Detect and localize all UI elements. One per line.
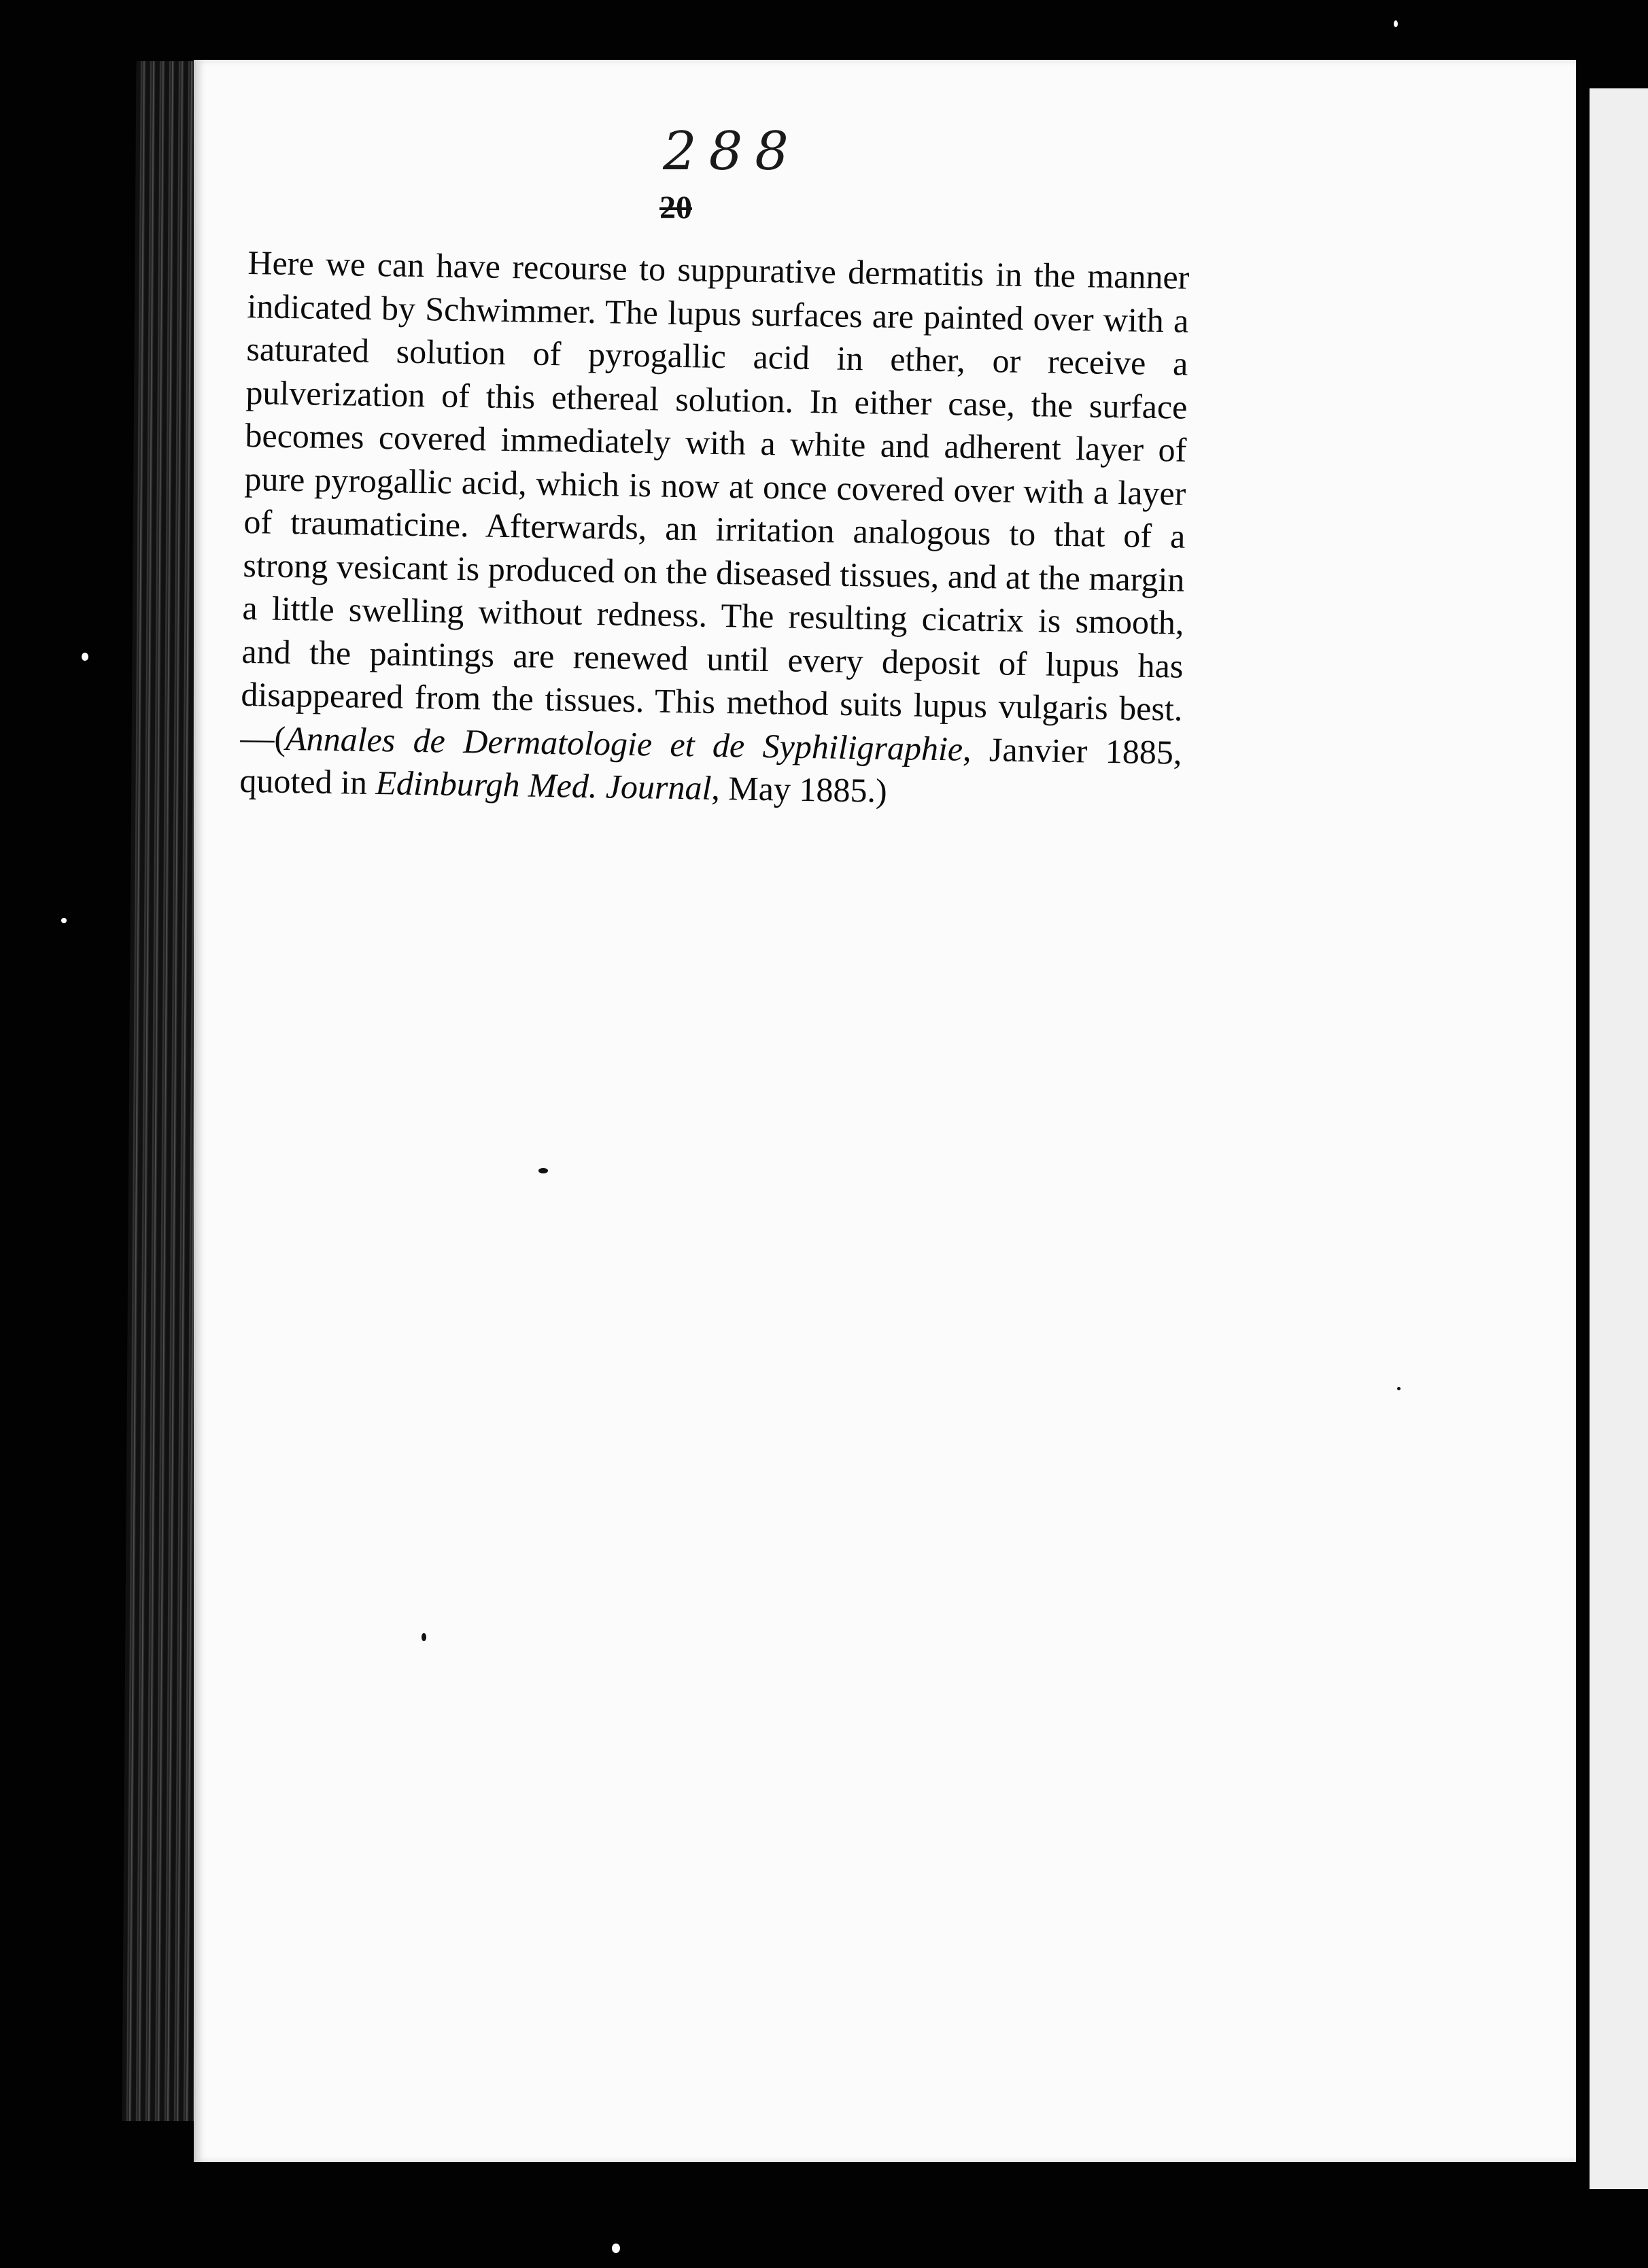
facing-page-edge bbox=[1590, 88, 1648, 2189]
paragraph-text: , May 1885.) bbox=[710, 768, 888, 810]
scan-speck bbox=[82, 653, 88, 661]
handwritten-page-number: 288 bbox=[663, 121, 801, 182]
citation-journal-title: Annales de Dermatologie et de Syphiligraphie bbox=[285, 719, 963, 768]
citation-journal-title: Edinburgh Med. Journal bbox=[375, 763, 712, 807]
scan-speck bbox=[422, 1633, 426, 1641]
scan-speck bbox=[61, 918, 67, 923]
scan-speck bbox=[612, 2244, 620, 2253]
paragraph-text: , Janvier 1885, quoted in bbox=[239, 729, 1182, 802]
scan-speck bbox=[1394, 20, 1398, 27]
printed-page-number: 20 bbox=[659, 190, 692, 226]
scan-speck bbox=[538, 1168, 548, 1173]
body-paragraph bbox=[239, 241, 1190, 817]
paragraph-text: Here we can have recourse to suppurative dermatitis in the manner indicated by Schwimmer. The lupus surfaces are painted over with a saturated solution of pyrogallic acid in ether, or receive a pulverization of this ethereal solution. In either case, the surface becomes covered immediately with a white and adherent layer of pure pyrogallic acid, which is now at once covered over with a layer of traumaticine. Afterwards, an irritation analogous to that of a strong vesicant is produced on the diseased tissues, and at the margin a little swelling without redness. The resulting cicatrix is smooth, and the paintings are renewed until every deposit of lupus has disappeared from the tissues. This method suits lupus vulgaris best.—( bbox=[240, 243, 1190, 757]
scan-speck bbox=[1397, 1387, 1401, 1390]
